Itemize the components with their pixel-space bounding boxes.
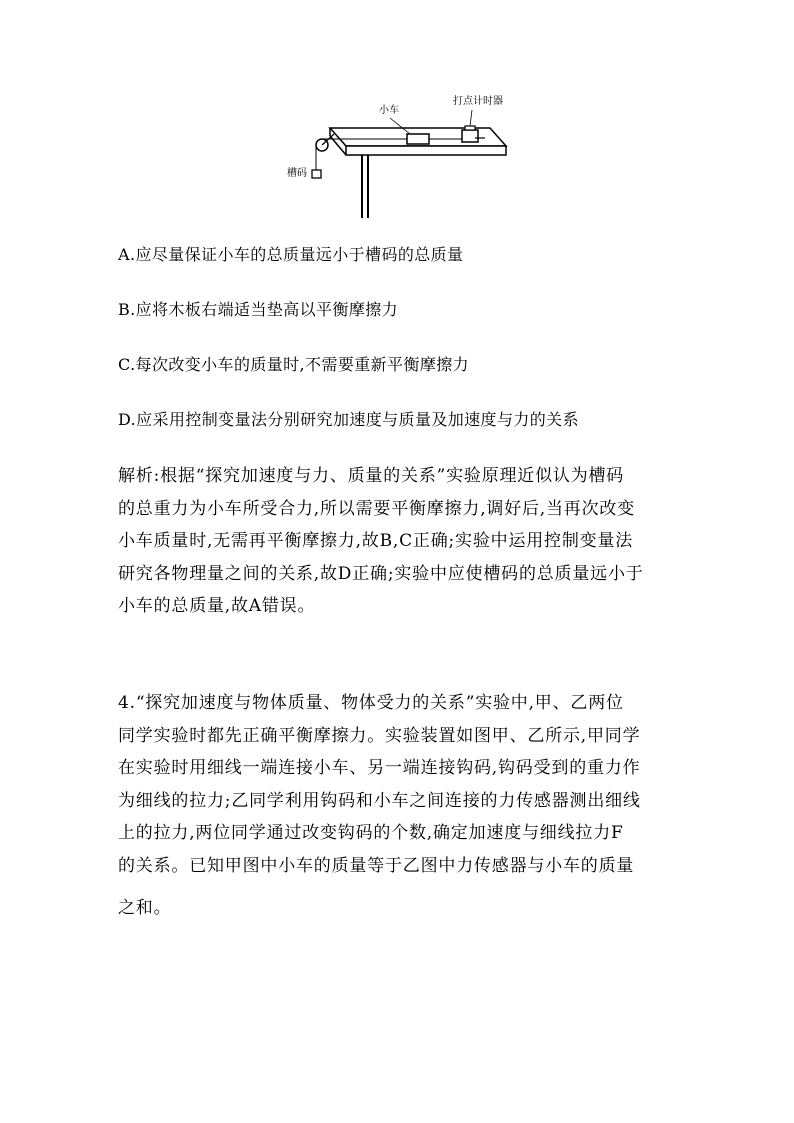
analysis-line: 小车的总质量,故A错误。 bbox=[118, 596, 316, 616]
label-weight: 槽码 bbox=[287, 168, 307, 179]
analysis-line: 研究各物理量之间的关系,故D正确;实验中应使槽码的总质量远小于 bbox=[118, 563, 644, 584]
label-timer: 打点计时器 bbox=[453, 96, 503, 107]
cart bbox=[407, 134, 429, 144]
question-line: 同学实验时都先正确平衡摩擦力。实验装置如图甲、乙所示,甲同学 bbox=[118, 725, 641, 746]
weight-block bbox=[312, 170, 321, 178]
question-line: 4.“探究加速度与物体质量、物体受力的关系”实验中,甲、乙两位 bbox=[118, 693, 624, 713]
apparatus-figure bbox=[270, 90, 520, 225]
question-line: 为细线的拉力;乙同学利用钩码和小车之间连接的力传感器测出细线 bbox=[118, 790, 641, 811]
question-4 bbox=[118, 687, 678, 925]
option-d: D.应采用控制变量法分别研究加速度与质量及加速度与力的关系 bbox=[118, 410, 579, 429]
question-line: 的关系。已知甲图中小车的质量等于乙图中力传感器与小车的质量 bbox=[118, 855, 635, 876]
board-front bbox=[346, 146, 506, 155]
timer bbox=[462, 130, 478, 142]
question-line: 上的拉力,两位同学通过改变钩码的个数,确定加速度与细线拉力F bbox=[118, 823, 624, 843]
option-b: B.应将木板右端适当垫高以平衡摩擦力 bbox=[118, 300, 399, 319]
analysis-paragraph bbox=[118, 460, 678, 623]
question-line: 在实验时用细线一端连接小车、另一端连接钩码,钩码受到的重力作 bbox=[118, 758, 641, 778]
label-cart: 小车 bbox=[379, 105, 399, 116]
option-c: C.每次改变小车的质量时,不需要重新平衡摩擦力 bbox=[118, 355, 470, 374]
option-a: A.应尽量保证小车的总质量远小于槽码的总质量 bbox=[118, 245, 464, 264]
question-line: 之和。 bbox=[118, 898, 172, 918]
analysis-line: 小车质量时,无需再平衡摩擦力,故B,C正确;实验中运用控制变量法 bbox=[118, 531, 634, 551]
analysis-line: 的总重力为小车所受合力,所以需要平衡摩擦力,调好后,当再次改变 bbox=[118, 498, 636, 519]
analysis-line: 解析:根据“探究加速度与力、质量的关系”实验原理近似认为槽码 bbox=[118, 466, 625, 486]
